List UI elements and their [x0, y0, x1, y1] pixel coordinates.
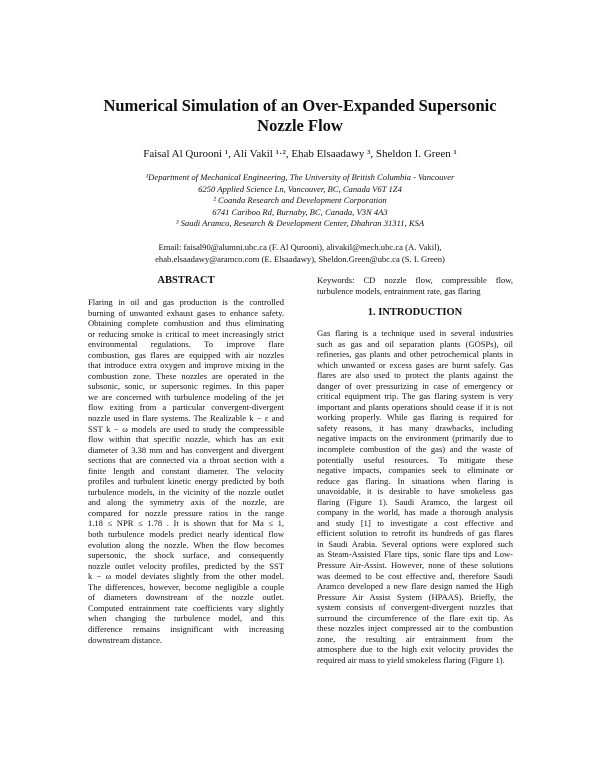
text-line: as Steam-Assisted Flare tips, sonic flare tips and Low-: [317, 549, 513, 560]
text-line: danger of over pressurizing in case of emergency or: [317, 380, 513, 391]
text-line: compared for nozzle pressure ratios in the range: [88, 507, 284, 518]
text-line: k − ω model deviates slightly from the other model.: [88, 571, 284, 582]
text-line: turbulence models, entrainment rate, gas flaring: [317, 285, 481, 296]
text-line: flares are also used to protect the plants against the: [317, 370, 513, 381]
text-line: of diameters downstream of the nozzle outlet.: [88, 592, 284, 603]
text-line: 1.18 ≤ NPR ≤ 1.78 . It is shown that for Ma ≤ 1,: [88, 518, 284, 529]
text-line: combustion, gas flares are equipped with air nozzles: [88, 349, 284, 360]
text-line: critical equipment trip. The gas flaring system is very: [317, 391, 513, 402]
text-line: Pressure Air Assist System (HPAAS). Briefly, the: [317, 591, 513, 602]
text-line: when changing the turbulence model, and this: [88, 613, 284, 624]
text-line: nozzle used in flare systems. The Realizable k − ε and: [88, 413, 284, 424]
affiliations: [60, 172, 540, 230]
text-line: was deemed to be cost effective and, therefore Saudi: [317, 570, 513, 581]
affiliation-line: 6741 Cariboo Rd, Burnaby, BC, Canada, V3N 4A3: [212, 206, 388, 217]
text-line: evolution along the nozzle. When the flow becomes: [88, 539, 284, 550]
text-line: efficient solution to retrofit its hundreds of gas flares: [317, 528, 513, 539]
text-line: refineries, gas plants and other petrochemical plants in: [317, 349, 513, 360]
affiliation-line: ¹Department of Mechanical Engineering, The University of British Columbia - Vancouver: [145, 172, 455, 182]
affiliation-line: 6250 Applied Science Ln, Vancouver, BC, Canada V6T 1Z4: [198, 183, 402, 194]
text-line: these nozzles inject compressed air to the combustion: [317, 623, 513, 634]
title-line: Nozzle Flow: [257, 116, 343, 135]
text-line: potentially useful resources. To mitigate these: [317, 454, 513, 465]
text-line: important and plants operations should cease if it is not: [317, 401, 513, 412]
text-line: negative impacts, companies seek to eliminate or: [317, 465, 513, 476]
text-line: flow within that specific nozzle, which has an exit: [88, 434, 284, 445]
text-line: SST k − ω models are used to study the compressible: [88, 423, 284, 434]
text-line: that introduce extra oxygen and improve mixing in the: [88, 360, 284, 371]
text-line: nozzle outlet velocity profiles, predicted by the SST: [88, 560, 284, 571]
email-line: ehab.elsaadawy@aramco.com (E. Elsaadawy), Sheldon.Green@ubc.ca (S. I. Green): [155, 253, 445, 264]
text-line: Aramco developed a new flare design named the High: [317, 581, 513, 592]
text-line: burning of unwanted exhaust gases to enhance safety.: [88, 307, 284, 318]
text-line: The differences, however, become negligible a couple: [88, 581, 284, 592]
text-line: both turbulence models predict nearly identical flow: [88, 529, 284, 540]
text-line: finite length and constant diameter. The velocity: [88, 465, 284, 476]
introduction-heading: 1. INTRODUCTION: [367, 307, 463, 318]
paper-title: [60, 96, 540, 136]
text-line: incomplete combustion of the gas) and the waste of: [317, 444, 513, 455]
keywords: [317, 275, 513, 296]
text-line: supersonic, the shock surface, and consequently: [88, 550, 284, 561]
text-line: reduce gas flaring. In situations when flaring is: [317, 475, 513, 486]
text-line: downstream distance.: [88, 634, 163, 645]
text-line: Flaring in oil and gas production is the controlled: [88, 297, 284, 307]
text-line: required air mass to yield smokeless flaring (Figure 1).: [317, 654, 505, 665]
text-line: combustion zone. These nozzles are operated in the: [88, 370, 284, 381]
introduction-body: [317, 328, 513, 666]
text-line: negative impacts on the environment (primarily due to: [317, 433, 513, 444]
text-line: Obtaining complete combustion and thus eliminating: [88, 318, 284, 329]
email-block: [40, 242, 560, 265]
author-list: Faisal Al Qurooni ¹, Ali Vakil ¹·², Ehab Elsaadawy ³, Sheldon I. Green ¹: [143, 148, 457, 160]
text-line: atmosphere due to the high exit velocity provides the: [317, 644, 513, 655]
text-line: diameter of 3.38 mm and has convergent and divergent: [88, 444, 284, 455]
text-line: Keywords: CD nozzle flow, compressible flow,: [317, 275, 513, 285]
text-line: environmental regulations. To improve flare: [88, 339, 284, 350]
title-line: Numerical Simulation of an Over-Expanded Supersonic: [103, 96, 497, 115]
text-line: Pressure Air-Assist. However, none of these solutions: [317, 560, 513, 571]
text-line: flow exiting from a particular convergent-divergent: [88, 402, 284, 413]
text-line: we are concerned with turbulence modeling of the jet: [88, 391, 284, 402]
text-line: working properly. While gas flaring is required for: [317, 412, 513, 423]
text-line: difference remains insignificant with increasing: [88, 623, 284, 634]
text-line: which unwanted or excess gases are burnt safely. Gas: [317, 359, 513, 370]
text-line: safety reasons, it has many drawbacks, including: [317, 422, 513, 433]
affiliation-line: ³ Saudi Aramco, Research & Development Center, Dhahran 31311, KSA: [175, 218, 425, 229]
abstract-body: [88, 297, 284, 645]
affiliation-line: ² Coanda Research and Development Corporation: [213, 195, 387, 206]
text-line: unavoidable, it is desirable to have smokeless gas: [317, 486, 513, 497]
text-line: and study [1] to investigate a cost effective and: [317, 517, 513, 528]
text-line: system consists of convergent-divergent nozzles that: [317, 602, 513, 613]
text-line: sections that are connected via a throat section with a: [88, 455, 284, 466]
abstract-heading: ABSTRACT: [157, 275, 215, 286]
text-line: surround the circumference of the flare exit tip. As: [317, 612, 513, 623]
text-line: company in the world, has made a thorough analysis: [317, 507, 513, 518]
text-line: such as gas and oil separation plants (GOSPs), oil: [317, 338, 513, 349]
text-line: profiles and turbulent kinetic energy predicted by both: [88, 476, 284, 487]
text-line: or reducing smoke is critical to meet increasingly strict: [88, 328, 284, 339]
text-line: subsonic, sonic, or supersonic regimes. In this paper: [88, 381, 284, 392]
text-line: Gas flaring is a technique used in several industries: [317, 328, 513, 338]
text-line: flaring (Figure 1). Saudi Aramco, the largest oil: [317, 496, 513, 507]
text-line: Computed entrainment rate coefficients vary slightly: [88, 602, 284, 613]
email-line: Email: faisal90@alumni.ubc.ca (F. Al Qurooni), alivakil@mech.ubc.ca (A. Vakil),: [158, 242, 442, 252]
text-line: and along the symmetry axis of the nozzle, are: [88, 497, 284, 508]
text-line: in Saudi Arabia. Several options were explored such: [317, 538, 513, 549]
text-line: zone, the resulting air entrainment from the: [317, 633, 513, 644]
text-line: turbulence models, in the vicinity of the nozzle outlet: [88, 486, 284, 497]
